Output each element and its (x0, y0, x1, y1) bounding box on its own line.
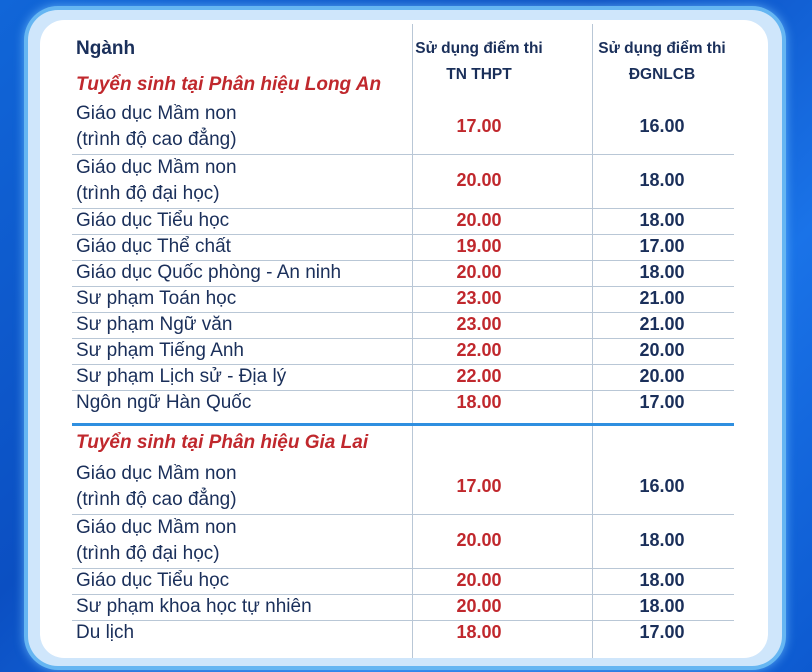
score-dgnlcb: 18.00 (639, 262, 685, 282)
column-header-dgnlcb-line2: ĐGNLCB (628, 66, 696, 83)
score-tn-thpt: 19.00 (456, 236, 502, 256)
table-row (72, 364, 734, 391)
score-tn-thpt: 20.00 (456, 530, 502, 550)
major-name (76, 208, 229, 234)
major-name-line: Du lịch (76, 622, 135, 643)
section-title-long-an: Tuyển sinh tại Phân hiệu Long An (76, 74, 382, 95)
score-tn-thpt: 22.00 (456, 366, 502, 386)
major-name-line: Giáo dục Mầm non (76, 463, 237, 484)
score-tn-thpt: 20.00 (456, 596, 502, 616)
major-name-line: Giáo dục Mầm non (76, 517, 237, 538)
major-name-line: (trình độ cao đẳng) (76, 489, 237, 510)
score-dgnlcb: 18.00 (639, 530, 685, 550)
major-name-line: Giáo dục Tiểu học (76, 210, 230, 231)
table-row (72, 338, 734, 365)
score-dgnlcb: 18.00 (639, 596, 685, 616)
major-name (76, 286, 236, 312)
table-row (72, 568, 734, 595)
score-tn-thpt: 18.00 (456, 392, 502, 412)
major-name-line: Giáo dục Mầm non (76, 103, 237, 124)
score-tn-thpt: 18.00 (456, 622, 502, 642)
section-divider (72, 423, 734, 426)
table-row (72, 460, 734, 515)
major-name (76, 234, 231, 260)
score-dgnlcb: 17.00 (639, 392, 685, 412)
table-row (72, 208, 734, 235)
table-row (72, 260, 734, 287)
table-row (72, 312, 734, 339)
score-tn-thpt: 20.00 (456, 210, 502, 230)
section-title-gia-lai: Tuyển sinh tại Phân hiệu Gia Lai (76, 432, 369, 453)
table-row (72, 514, 734, 569)
column-header-tn-thpt-line1: Sử dụng điểm thi (415, 40, 543, 57)
column-header-dgnlcb-line1: Sử dụng điểm thi (598, 40, 726, 57)
major-name (76, 620, 134, 646)
major-name-line: Sư phạm Toán học (76, 288, 237, 309)
major-name (76, 390, 251, 416)
major-name-line: Ngôn ngữ Hàn Quốc (76, 392, 252, 413)
table-row (72, 594, 734, 621)
major-name (76, 461, 237, 513)
score-tn-thpt: 17.00 (456, 116, 502, 136)
major-name (76, 515, 237, 567)
major-name (76, 568, 229, 594)
score-dgnlcb: 17.00 (639, 236, 685, 256)
major-name (76, 594, 312, 620)
major-name-line: Giáo dục Tiểu học (76, 570, 230, 591)
major-name-line: Giáo dục Quốc phòng - An ninh (76, 262, 342, 283)
score-tn-thpt: 20.00 (456, 262, 502, 282)
column-header-tn-thpt-line2: TN THPT (446, 66, 512, 83)
score-tn-thpt: 22.00 (456, 340, 502, 360)
table-row (72, 234, 734, 261)
major-name-line: Giáo dục Thể chất (76, 236, 231, 257)
major-name (76, 260, 341, 286)
major-name (76, 101, 237, 153)
major-name-line: Giáo dục Mầm non (76, 157, 237, 178)
major-name-line: Sư phạm khoa học tự nhiên (76, 596, 312, 617)
table-row (72, 154, 734, 209)
score-tn-thpt: 20.00 (456, 170, 502, 190)
score-tn-thpt: 23.00 (456, 314, 502, 334)
column-header-tn-thpt (389, 36, 569, 88)
score-dgnlcb: 18.00 (639, 570, 685, 590)
score-tn-thpt: 17.00 (456, 476, 502, 496)
major-name-line: Sư phạm Lịch sử - Địa lý (76, 366, 287, 387)
major-name (76, 338, 244, 364)
table-row (72, 390, 734, 416)
major-name (76, 312, 232, 338)
major-name-line: Sư phạm Tiếng Anh (76, 340, 244, 361)
score-dgnlcb: 20.00 (639, 340, 685, 360)
table-row (72, 286, 734, 313)
table-row (72, 100, 734, 155)
score-dgnlcb: 21.00 (639, 314, 685, 334)
score-dgnlcb: 20.00 (639, 366, 685, 386)
score-tn-thpt: 23.00 (456, 288, 502, 308)
score-dgnlcb: 18.00 (639, 170, 685, 190)
major-name (76, 364, 286, 390)
column-header-dgnlcb (572, 36, 752, 88)
score-dgnlcb: 21.00 (639, 288, 685, 308)
major-name (76, 155, 237, 207)
score-dgnlcb: 18.00 (639, 210, 685, 230)
major-name-line: (trình độ cao đẳng) (76, 129, 237, 150)
table-row (72, 620, 734, 646)
major-name-line: (trình độ đại học) (76, 543, 220, 564)
major-name-line: (trình độ đại học) (76, 183, 220, 204)
score-dgnlcb: 16.00 (639, 116, 685, 136)
score-dgnlcb: 16.00 (639, 476, 685, 496)
major-name-line: Sư phạm Ngữ văn (76, 314, 233, 335)
score-tn-thpt: 20.00 (456, 570, 502, 590)
score-dgnlcb: 17.00 (639, 622, 685, 642)
column-header-nganh: Ngành (76, 38, 136, 59)
